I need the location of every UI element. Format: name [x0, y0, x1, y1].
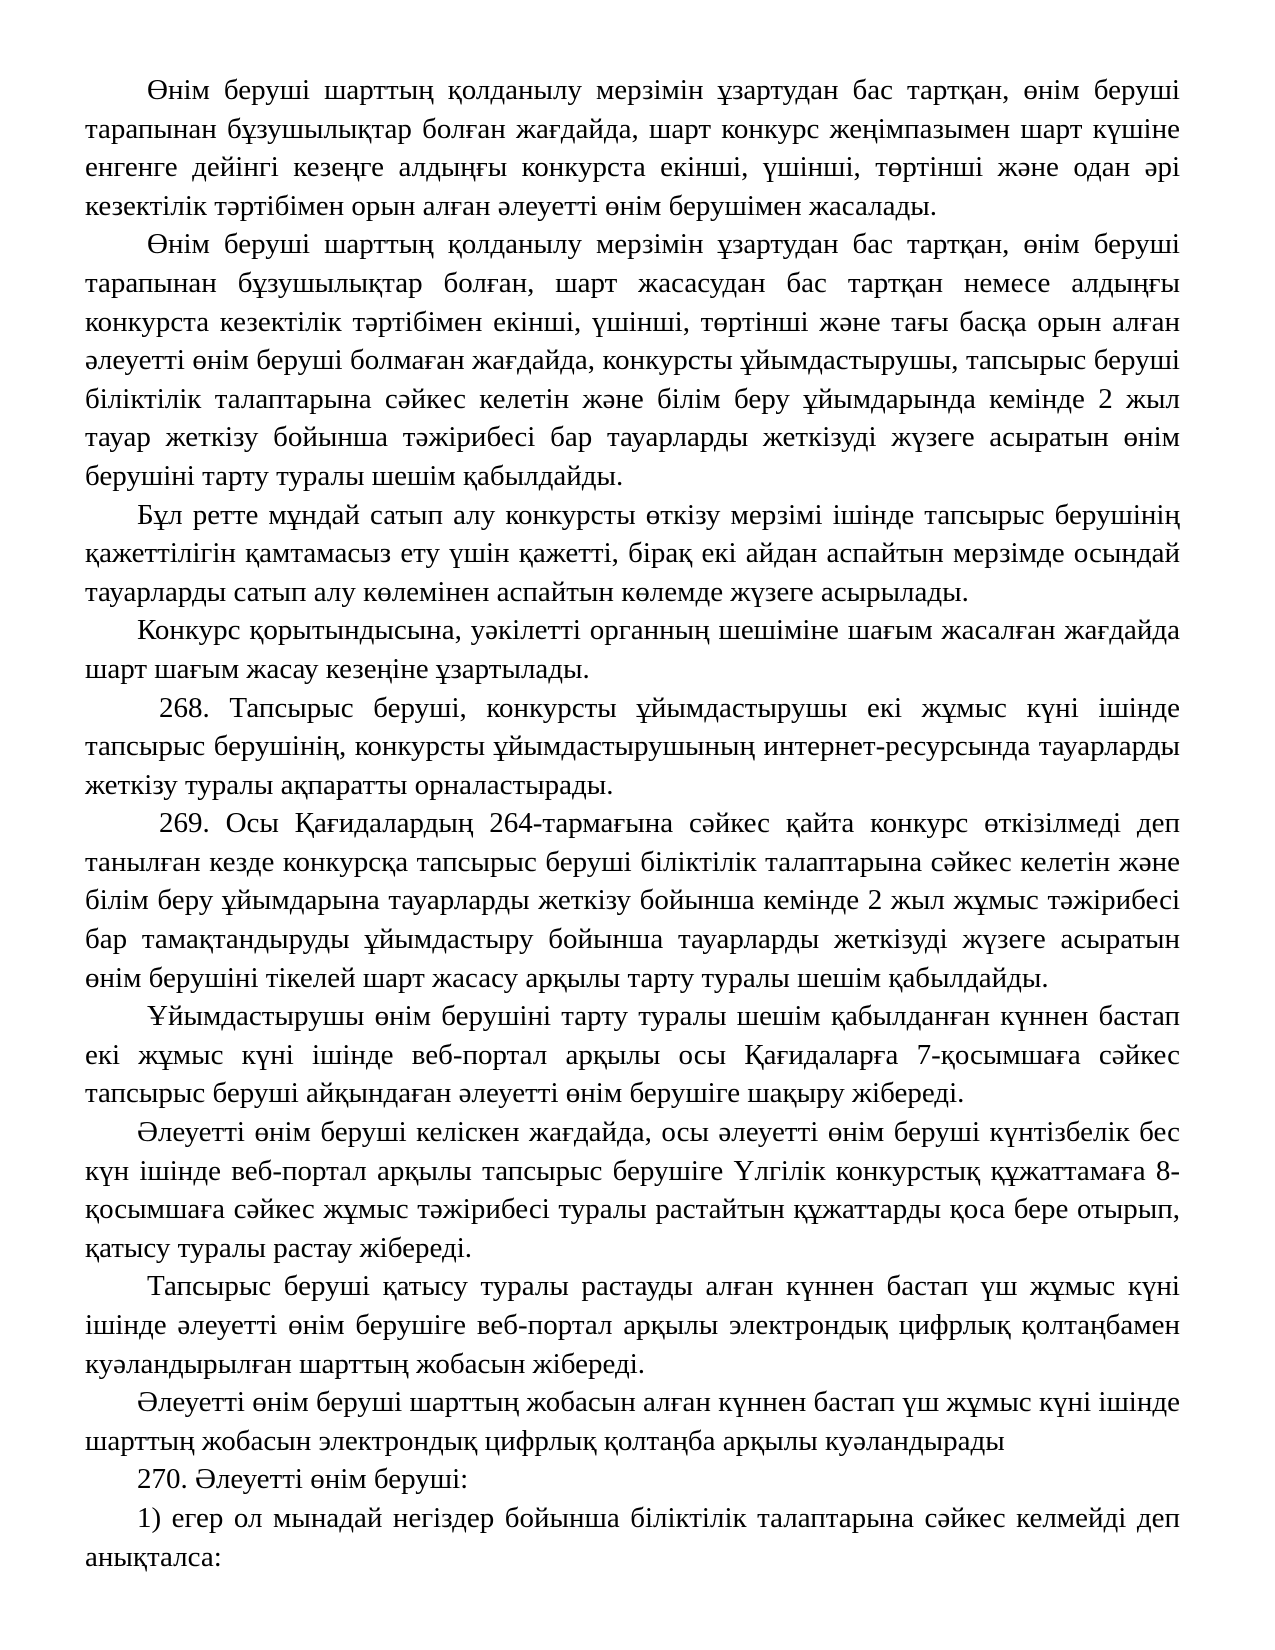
paragraph-contract-draft-signing: Әлеуетті өнім беруші шарттың жобасын алған күннен бастап үш жұмыс күні ішінде шарттың жобасын электрондық цифрлық қолтаңба арқылы куәландырады	[85, 1386, 1180, 1457]
paragraph-supplier-refusal-no-candidates: Өнім беруші шарттың қолданылу мерзімін ұзартудан бас тартқан, өнім беруші тарапынан бұзушылықтар болған, шарт жасасудан бас тартқан немесе алдыңғы конкурста кезектілік тәртібімен екінші, үшінші, төртінші және тағы басқа орын алған әлеуетті өнім беруші болмаған жағдайда, конкурсты ұйымдастырушы, тапсырыс беруші біліктілік талаптарына сәйкес келетін және білім беру ұйымдарында кемінде 2 жыл тауар жеткізу бойынша тәжірибесі бар тауарларды жеткізуді жүзеге асыратын өнім берушіні тарту туралы шешім қабылдайды.	[85, 228, 1180, 492]
paragraph-subclause-1-qualification: 1) егер ол мынадай негіздер бойынша біліктілік талаптарына сәйкес келмейді деп анықталса:	[85, 1501, 1180, 1573]
paragraph-clause-269: 269. Осы Қағидалардың 264-тармағына сәйкес қайта конкурс өткізілмеді деп танылған кезде конкурсқа тапсырыс беруші біліктілік талаптарына сәйкес келетін және білім беру ұйымдарына тауарларды жеткізу бойынша кемінде 2 жыл жұмыс тәжірибесі бар тамақтандыруды ұйымдастыру бойынша тауарларды жеткізуді жүзеге асыратын өнім берушіні тікелей шарт жасасу арқылы тарту туралы шешім қабылдайды.	[85, 807, 1180, 994]
document-text-block	[85, 71, 1180, 1576]
paragraph-contract-draft-sent: Тапсырыс беруші қатысу туралы растауды алған күннен бастап үш жұмыс күні ішінде әлеуетті өнім берушіге веб-портал арқылы электрондық цифрлық қолтаңбамен куәландырылған шарттың жобасын жібереді.	[85, 1270, 1180, 1380]
paragraph-appeal-extension: Конкурс қорытындысына, уәкілетті органның шешіміне шағым жасалған жағдайда шарт шағым жасау кезеңіне ұзартылады.	[85, 614, 1180, 685]
paragraph-clause-270: 270. Әлеуетті өнім беруші:	[137, 1463, 469, 1496]
paragraph-supplier-refusal-next-winner: Өнім беруші шарттың қолданылу мерзімін ұзартудан бас тартқан, өнім беруші тарапынан бұзушылықтар болған жағдайда, шарт конкурс жеңімпазымен шарт күшіне енгенге дейінгі кезеңге алдыңғы конкурста екінші, үшінші, төртінші және одан әрі кезектілік тәртібімен орын алған әлеуетті өнім берушімен жасалады.	[85, 74, 1180, 222]
paragraph-organizer-invitation: Ұйымдастырушы өнім берушіні тарту туралы шешім қабылданған күннен бастап екі жұмыс күні ішінде веб-портал арқылы осы Қағидаларға 7-қосымшаға сәйкес тапсырыс беруші айқындаған әлеуетті өнім берушіге шақыру жібереді.	[85, 1000, 1180, 1110]
paragraph-procurement-period-limit: Бұл ретте мұндай сатып алу конкурсты өткізу мерзімі ішінде тапсырыс берушінің қажеттілігін қамтамасыз ету үшін қажетті, бірақ екі айдан аспайтын мерзімде осындай тауарларды сатып алу көлемінен аспайтын көлемде жүзеге асырылады.	[85, 498, 1180, 608]
paragraph-clause-268: 268. Тапсырыс беруші, конкурсты ұйымдастырушы екі жұмыс күні ішінде тапсырыс берушінің, конкурсты ұйымдастырушының интернет-ресурсында тауарларды жеткізу туралы ақпаратты орналастырады.	[85, 691, 1180, 801]
paragraph-supplier-confirmation: Әлеуетті өнім беруші келіскен жағдайда, осы әлеуетті өнім беруші күнтізбелік бес күн ішінде веб-портал арқылы тапсырыс берушіге Үлгілік конкурстық құжаттамаға 8-қосымшаға сәйкес жұмыс тәжірибесі туралы растайтын құжаттарды қоса бере отырып, қатысу туралы растау жібереді.	[85, 1116, 1180, 1264]
